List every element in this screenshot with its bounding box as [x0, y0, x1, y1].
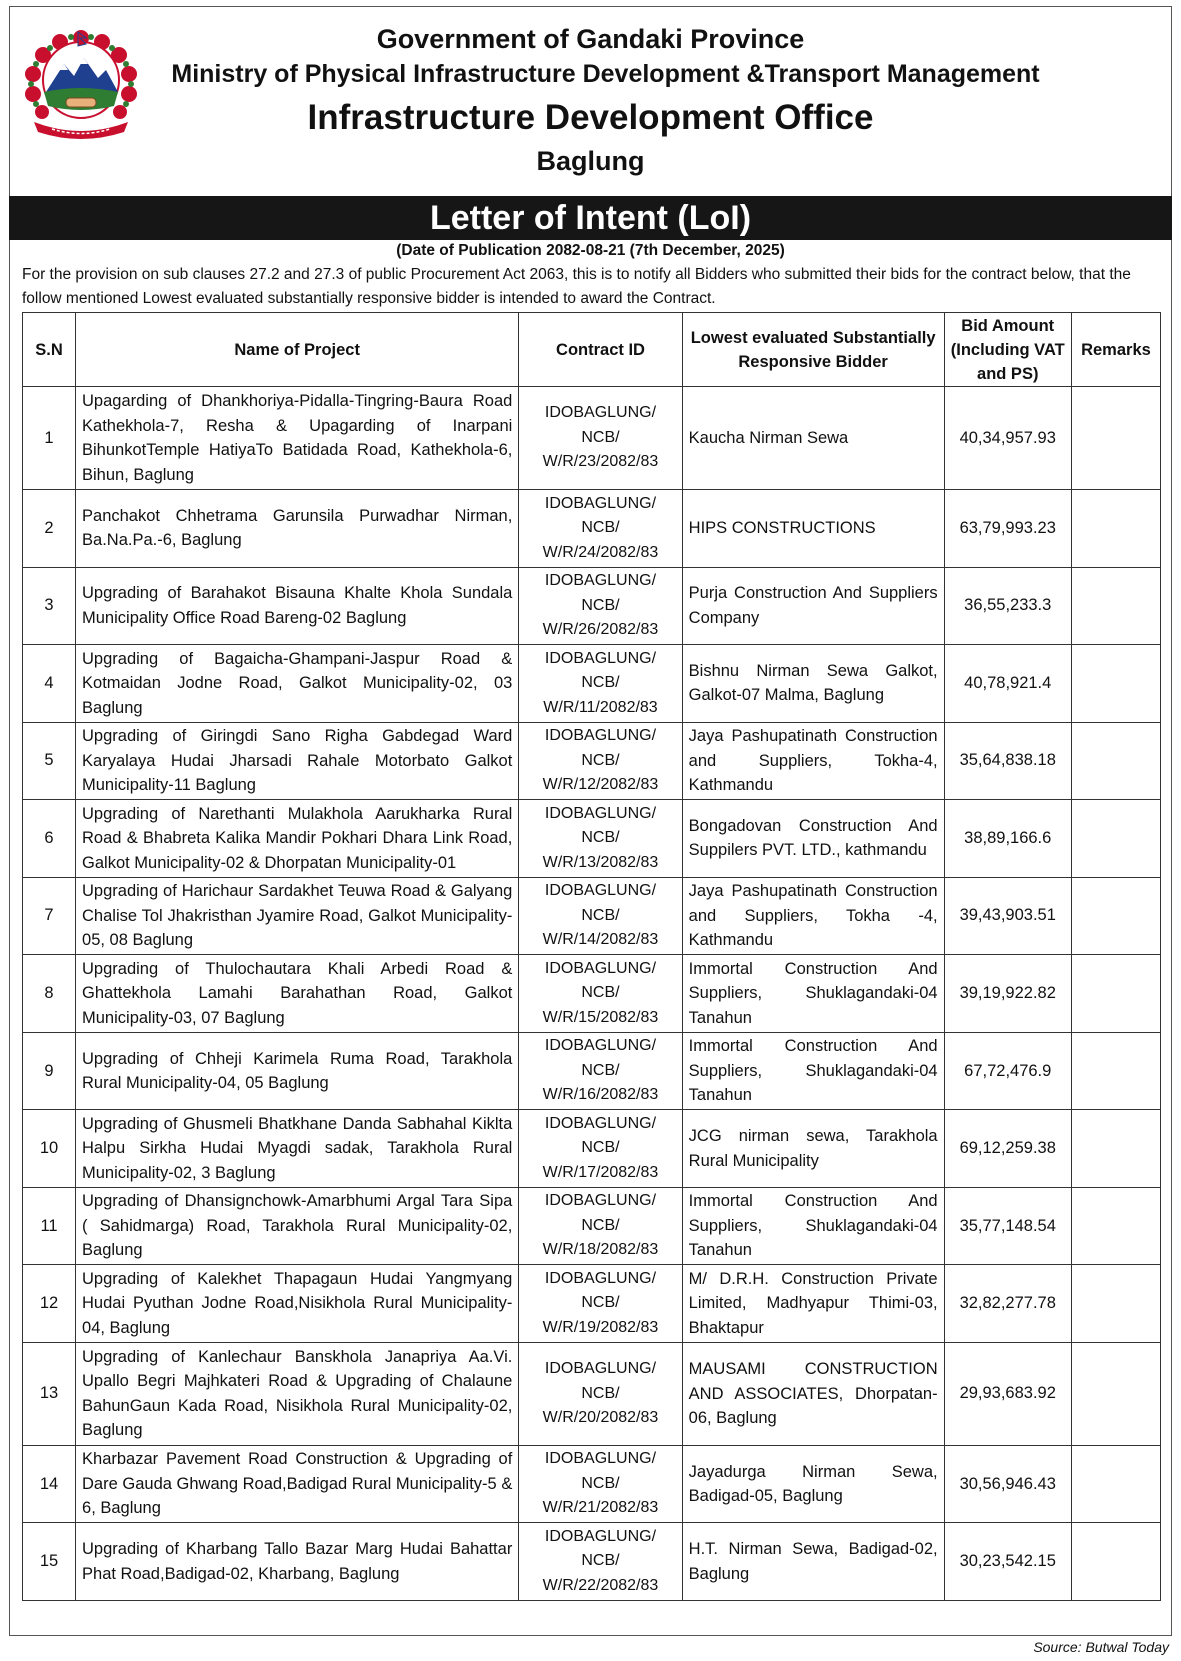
row-bid-amount: 69,12,259.38: [944, 1110, 1071, 1188]
row-contract-id: [519, 1445, 682, 1523]
document-header: [0, 22, 1181, 178]
table-row: [23, 877, 1161, 955]
row-remarks: [1071, 567, 1160, 645]
contract-id-part: IDOBAGLUNG/: [544, 1450, 657, 1468]
contract-id-part: W/R/22/2082/83: [542, 1576, 659, 1594]
row-bid-amount: 32,82,277.78: [944, 1265, 1071, 1343]
row-bidder: JCG nirman sewa, Tarakhola Rural Municipality: [682, 1110, 944, 1188]
row-sn: 8: [23, 955, 76, 1033]
row-bid-amount: 30,56,946.43: [944, 1445, 1071, 1523]
table-row: [23, 645, 1161, 723]
publication-date: (Date of Publication 2082-08-21 (7th December, 2025): [396, 242, 785, 259]
row-remarks: [1071, 645, 1160, 723]
row-contract-id: [519, 645, 682, 723]
title-banner: Letter of Intent (LoI): [9, 196, 1172, 240]
contract-id-part: IDOBAGLUNG/: [544, 727, 657, 745]
row-sn: 14: [23, 1445, 76, 1523]
header-government: Government of Gandaki Province: [376, 24, 805, 54]
contract-id-part: IDOBAGLUNG/: [544, 1192, 657, 1210]
row-bid-amount: 35,64,838.18: [944, 722, 1071, 800]
source-credit: Source: Butwal Today: [1033, 1639, 1169, 1655]
table-row: [23, 567, 1161, 645]
row-project-name: Upgrading of Thulochautara Khali Arbedi Road & Ghattekhola Lamahi Barahathan Road, Galkot Municipality-03, 07 Baglung: [76, 955, 519, 1033]
row-remarks: [1071, 722, 1160, 800]
header-ministry: Ministry of Physical Infrastructure Development &Transport Management: [171, 60, 1040, 88]
row-sn: 4: [23, 645, 76, 723]
row-project-name: Upgrading of Barahakot Bisauna Khalte Khola Sundala Municipality Office Road Bareng-02 Baglung: [76, 567, 519, 645]
contract-id-part: W/R/19/2082/83: [542, 1318, 659, 1336]
header-location: Baglung: [536, 146, 645, 176]
table-row: [23, 1445, 1161, 1523]
table-row: [23, 800, 1161, 878]
table-row: [23, 1265, 1161, 1343]
row-bid-amount: 63,79,993.23: [944, 490, 1071, 568]
row-remarks: [1071, 1265, 1160, 1343]
contract-id-part: IDOBAGLUNG/: [544, 649, 657, 667]
contract-id-part: NCB/: [581, 1216, 620, 1234]
row-project-name: Upgrading of Kharbang Tallo Bazar Marg Hudai Bahattar Phat Road,Badigad-02, Kharbang, Baglung: [76, 1523, 519, 1601]
row-remarks: [1071, 1342, 1160, 1445]
loi-table: [22, 312, 1161, 1601]
row-sn: 7: [23, 877, 76, 955]
contract-id-part: W/R/26/2082/83: [542, 621, 659, 639]
row-bid-amount: 39,19,922.82: [944, 955, 1071, 1033]
contract-id-part: IDOBAGLUNG/: [544, 882, 657, 900]
row-bidder: Bongadovan Construction And Suppilers PVT. LTD., kathmandu: [682, 800, 944, 878]
row-contract-id: [519, 800, 682, 878]
contract-id-part: W/R/14/2082/83: [542, 931, 659, 949]
contract-id-part: NCB/: [581, 596, 620, 614]
row-bidder: Purja Construction And Suppliers Company: [682, 567, 944, 645]
contract-id-part: NCB/: [581, 1384, 620, 1402]
row-sn: 3: [23, 567, 76, 645]
row-contract-id: [519, 955, 682, 1033]
table-row: [23, 722, 1161, 800]
row-remarks: [1071, 1032, 1160, 1110]
table-body: [23, 387, 1161, 1601]
row-contract-id: [519, 387, 682, 490]
row-bidder: H.T. Nirman Sewa, Badigad-02, Baglung: [682, 1523, 944, 1601]
row-bidder: Jaya Pashupatinath Construction and Suppliers, Tokha-4, Kathmandu: [682, 722, 944, 800]
table-row: [23, 1032, 1161, 1110]
row-sn: 12: [23, 1265, 76, 1343]
contract-id-part: W/R/15/2082/83: [542, 1008, 659, 1026]
contract-id-part: IDOBAGLUNG/: [544, 1114, 657, 1132]
row-project-name: Upgrading of Bagaicha-Ghampani-Jaspur Road & Kotmaidan Jodne Road, Galkot Municipality-02, 03 Baglung: [76, 645, 519, 723]
row-bid-amount: 40,78,921.4: [944, 645, 1071, 723]
row-bidder: Immortal Construction And Suppliers, Shuklagandaki-04 Tanahun: [682, 955, 944, 1033]
row-project-name: Upgrading of Harichaur Sardakhet Teuwa Road & Galyang Chalise Tol Jhakristhan Jyamire Road, Galkot Municipality-05, 08 Baglung: [76, 877, 519, 955]
row-bidder: Jayadurga Nirman Sewa, Badigad-05, Baglung: [682, 1445, 944, 1523]
contract-id-part: IDOBAGLUNG/: [544, 1269, 657, 1287]
table-row: [23, 955, 1161, 1033]
table-row: [23, 1187, 1161, 1265]
col-header-bidder: Lowest evaluated Substantially Responsive Bidder: [682, 313, 944, 387]
contract-id-part: NCB/: [581, 1294, 620, 1312]
contract-id-part: NCB/: [581, 674, 620, 692]
contract-id-part: IDOBAGLUNG/: [544, 804, 657, 822]
row-bidder: Bishnu Nirman Sewa Galkot, Galkot-07 Malma, Baglung: [682, 645, 944, 723]
row-contract-id: [519, 1265, 682, 1343]
row-bid-amount: 67,72,476.9: [944, 1032, 1071, 1110]
intro-paragraph: For the provision on sub clauses 27.2 and 27.3 of public Procurement Act 2063, this is to notify all Bidders who submitted their bids for the contract below, that the follow mentioned Lowest evaluated substantially responsive bidder is intended to award the Contract.: [22, 266, 1131, 307]
contract-id-part: W/R/24/2082/83: [542, 543, 659, 561]
row-contract-id: [519, 877, 682, 955]
table-row: [23, 490, 1161, 568]
row-contract-id: [519, 567, 682, 645]
row-bidder: HIPS CONSTRUCTIONS: [682, 490, 944, 568]
contract-id-part: IDOBAGLUNG/: [544, 1360, 657, 1378]
row-bidder: M/ D.R.H. Construction Private Limited, Madhyapur Thimi-03, Bhaktapur: [682, 1265, 944, 1343]
row-contract-id: [519, 1032, 682, 1110]
table-header-row: [23, 313, 1161, 387]
contract-id-part: NCB/: [581, 984, 620, 1002]
contract-id-part: NCB/: [581, 906, 620, 924]
row-project-name: Upagarding of Dhankhoriya-Pidalla-Tingring-Baura Road Kathekhola-7, Resha & Upagarding of Inarpani BihunkotTemple HatiyaTo Batidada Road, Kathekhola-6, Bihun, Baglung: [76, 387, 519, 490]
row-project-name: Panchakot Chhetrama Garunsila Purwadhar Nirman, Ba.Na.Pa.-6, Baglung: [76, 490, 519, 568]
row-contract-id: [519, 490, 682, 568]
row-remarks: [1071, 955, 1160, 1033]
contract-id-part: W/R/13/2082/83: [542, 853, 659, 871]
row-project-name: Upgrading of Chheji Karimela Ruma Road, Tarakhola Rural Municipality-04, 05 Baglung: [76, 1032, 519, 1110]
table-row: [23, 1523, 1161, 1601]
row-bidder: Immortal Construction And Suppliers, Shuklagandaki-04 Tanahun: [682, 1032, 944, 1110]
row-sn: 11: [23, 1187, 76, 1265]
contract-id-part: NCB/: [581, 1474, 620, 1492]
row-contract-id: [519, 1342, 682, 1445]
row-bidder: Jaya Pashupatinath Construction and Suppliers, Tokha -4, Kathmandu: [682, 877, 944, 955]
row-bid-amount: 30,23,542.15: [944, 1523, 1071, 1601]
contract-id-part: W/R/12/2082/83: [542, 776, 659, 794]
row-remarks: [1071, 490, 1160, 568]
col-header-sn: S.N: [23, 313, 76, 387]
row-bidder: Immortal Construction And Suppliers, Shuklagandaki-04 Tanahun: [682, 1187, 944, 1265]
row-project-name: Upgrading of Giringdi Sano Righa Gabdegad Ward Karyalaya Hudai Jharsadi Rahale Motorbato Galkot Municipality-11 Baglung: [76, 722, 519, 800]
contract-id-part: W/R/11/2082/83: [543, 698, 658, 716]
row-project-name: Upgrading of Narethanti Mulakhola Aarukharka Rural Road & Bhabreta Kalika Mandir Pokhari Dhara Link Road, Galkot Municipality-02 & Dhorpatan Municipality-01: [76, 800, 519, 878]
row-project-name: Upgrading of Kanlechaur Banskhola Janapriya Aa.Vi. Upallo Begri Majhkateri Road & Upgrading of Chalaune BahunGaun Kada Road, Nisikhola Rural Municipality-02, Baglung: [76, 1342, 519, 1445]
row-sn: 6: [23, 800, 76, 878]
contract-id-part: NCB/: [581, 428, 620, 446]
row-sn: 15: [23, 1523, 76, 1601]
row-remarks: [1071, 800, 1160, 878]
contract-id-part: W/R/21/2082/83: [542, 1499, 659, 1517]
row-remarks: [1071, 1187, 1160, 1265]
table-row: [23, 1110, 1161, 1188]
row-project-name: Upgrading of Ghusmeli Bhatkhane Danda Sabhahal Kiklta Halpu Sirkha Hudai Myagdi sadak, Tarakhola Rural Municipality-02, 3 Baglung: [76, 1110, 519, 1188]
row-bidder: MAUSAMI CONSTRUCTION AND ASSOCIATES, Dhorpatan-06, Baglung: [682, 1342, 944, 1445]
row-bidder: Kaucha Nirman Sewa: [682, 387, 944, 490]
contract-id-part: W/R/23/2082/83: [542, 453, 659, 471]
contract-id-part: IDOBAGLUNG/: [544, 494, 657, 512]
contract-id-part: NCB/: [581, 519, 620, 537]
contract-id-part: NCB/: [581, 751, 620, 769]
row-remarks: [1071, 387, 1160, 490]
row-bid-amount: 39,43,903.51: [944, 877, 1071, 955]
row-sn: 9: [23, 1032, 76, 1110]
contract-id-part: IDOBAGLUNG/: [544, 404, 657, 422]
row-sn: 10: [23, 1110, 76, 1188]
col-header-amount: Bid Amount (Including VAT and PS): [944, 313, 1071, 387]
row-project-name: Upgrading of Kalekhet Thapagaun Hudai Yangmyang Hudai Pyuthan Jodne Road,Nisikhola Rural Municipality-04, Baglung: [76, 1265, 519, 1343]
col-header-remarks: Remarks: [1071, 313, 1160, 387]
table-row: [23, 387, 1161, 490]
contract-id-part: NCB/: [581, 1061, 620, 1079]
contract-id-part: W/R/18/2082/83: [542, 1241, 659, 1259]
col-header-contract: Contract ID: [519, 313, 682, 387]
contract-id-part: NCB/: [581, 1552, 620, 1570]
row-sn: 1: [23, 387, 76, 490]
row-project-name: Kharbazar Pavement Road Construction & Upgrading of Dare Gauda Ghwang Road,Badigad Rural Municipality-5 & 6, Baglung: [76, 1445, 519, 1523]
row-remarks: [1071, 1110, 1160, 1188]
row-bid-amount: 29,93,683.92: [944, 1342, 1071, 1445]
row-remarks: [1071, 1445, 1160, 1523]
contract-id-part: W/R/20/2082/83: [542, 1409, 659, 1427]
row-bid-amount: 38,89,166.6: [944, 800, 1071, 878]
header-office: Infrastructure Development Office: [307, 98, 874, 137]
contract-id-part: W/R/17/2082/83: [542, 1163, 659, 1181]
row-remarks: [1071, 1523, 1160, 1601]
contract-id-part: NCB/: [581, 829, 620, 847]
row-contract-id: [519, 1523, 682, 1601]
row-contract-id: [519, 1187, 682, 1265]
row-sn: 2: [23, 490, 76, 568]
contract-id-part: W/R/16/2082/83: [542, 1086, 659, 1104]
row-bid-amount: 40,34,957.93: [944, 387, 1071, 490]
row-bid-amount: 35,77,148.54: [944, 1187, 1071, 1265]
col-header-project: Name of Project: [76, 313, 519, 387]
row-contract-id: [519, 1110, 682, 1188]
contract-id-part: IDOBAGLUNG/: [544, 959, 657, 977]
contract-id-part: NCB/: [581, 1139, 620, 1157]
row-contract-id: [519, 722, 682, 800]
contract-id-part: IDOBAGLUNG/: [544, 572, 657, 590]
contract-id-part: IDOBAGLUNG/: [544, 1527, 657, 1545]
table-row: [23, 1342, 1161, 1445]
row-bid-amount: 36,55,233.3: [944, 567, 1071, 645]
row-sn: 13: [23, 1342, 76, 1445]
row-remarks: [1071, 877, 1160, 955]
row-sn: 5: [23, 722, 76, 800]
contract-id-part: IDOBAGLUNG/: [544, 1037, 657, 1055]
row-project-name: Upgrading of Dhansignchowk-Amarbhumi Argal Tara Sipa ( Sahidmarga) Road, Tarakhola Rural Municipality-02, Baglung: [76, 1187, 519, 1265]
